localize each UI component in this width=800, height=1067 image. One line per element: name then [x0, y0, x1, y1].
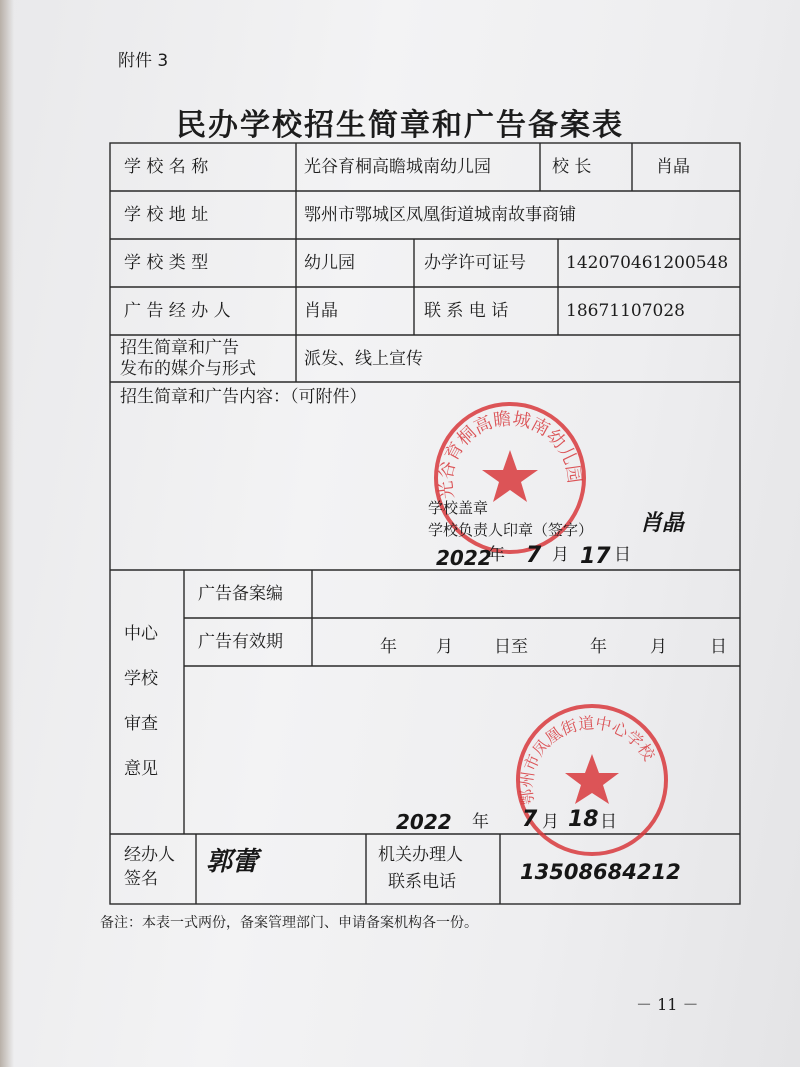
agency-phone: 13508684212: [520, 860, 681, 884]
center-label-4: 意见: [124, 759, 158, 779]
ad-record-no-label: 广告备案编: [198, 584, 283, 604]
school-date-year: 2022: [436, 546, 492, 570]
responsible-signature: 肖晶: [640, 511, 685, 536]
center-label-1: 中心: [124, 624, 158, 644]
ad-valid-label: 广告有效期: [198, 632, 283, 652]
school-date-month: 7: [526, 543, 542, 568]
handler-label-line1: 经办人: [124, 845, 175, 865]
center-school-seal-text: 鄂州市凤凰街道中心学校: [516, 713, 659, 807]
school-date-day-unit: 日: [614, 545, 631, 565]
center-date-year-unit: 年: [472, 812, 489, 832]
kindergarten-seal-text: 光谷育桐高瞻城南幼儿园: [435, 408, 585, 500]
valid-unit-day-to: 日至: [494, 637, 528, 657]
principal-value: 肖晶: [656, 157, 690, 177]
center-date-year: 2022: [396, 810, 452, 834]
address-value: 鄂州市鄂城区凤凰街道城南故事商铺: [304, 205, 576, 225]
center-school-seal-stamp: [512, 700, 672, 860]
school-type-label: 学 校 类 型: [124, 253, 209, 273]
footnote: 备注：本表一式两份，备案管理部门、申请备案机构各一份。: [100, 915, 478, 931]
center-date-month-unit: 月: [542, 812, 559, 832]
school-seal-label: 学校盖章: [428, 499, 489, 517]
principal-label: 校 长: [552, 157, 592, 177]
school-date-month-unit: 月: [552, 545, 569, 565]
center-label-2: 学校: [124, 669, 158, 689]
valid-unit-year2: 年: [590, 637, 607, 657]
license-label: 办学许可证号: [424, 253, 526, 273]
license-value: 142070461200548: [566, 253, 729, 273]
valid-unit-day2: 日: [710, 637, 727, 657]
school-name-label: 学 校 名 称: [124, 157, 209, 177]
handler-label-line2: 签名: [124, 869, 158, 889]
phone-value: 18671107028: [566, 301, 685, 321]
ad-handler-label: 广 告 经 办 人: [124, 301, 231, 321]
page-number: － 11 －: [636, 995, 699, 1014]
address-label: 学 校 地 址: [124, 205, 209, 225]
ad-handler-value: 肖晶: [304, 301, 338, 321]
center-date-day-unit: 日: [600, 812, 617, 832]
agency-label-line1: 机关办理人: [378, 845, 463, 865]
school-date-day: 17: [580, 544, 611, 569]
responsible-label: 学校负责人印章（签字）: [428, 521, 594, 539]
content-label: 招生简章和广告内容：（可附件）: [120, 387, 367, 407]
page-title: 民办学校招生简章和广告备案表: [176, 108, 624, 143]
phone-label: 联 系 电 话: [424, 301, 509, 321]
valid-unit-year1: 年: [380, 637, 397, 657]
school-name-value: 光谷育桐高瞻城南幼儿园: [304, 157, 491, 177]
center-date-month: 7: [522, 807, 538, 832]
valid-unit-month1: 月: [436, 637, 453, 657]
media-label-line2: 发布的媒介与形式: [120, 359, 256, 379]
media-label-line1: 招生简章和广告: [120, 338, 239, 358]
media-value: 派发、线上宣传: [304, 349, 423, 369]
school-type-value: 幼儿园: [304, 253, 355, 273]
agency-label-line2: 联系电话: [388, 872, 456, 892]
center-date-day: 18: [568, 807, 599, 832]
handler-signature: 郭蕾: [206, 847, 259, 877]
school-date-year-unit: 年: [488, 545, 505, 565]
attachment-label: 附件 3: [118, 51, 169, 71]
valid-unit-month2: 月: [650, 637, 667, 657]
center-label-3: 审查: [124, 714, 158, 734]
